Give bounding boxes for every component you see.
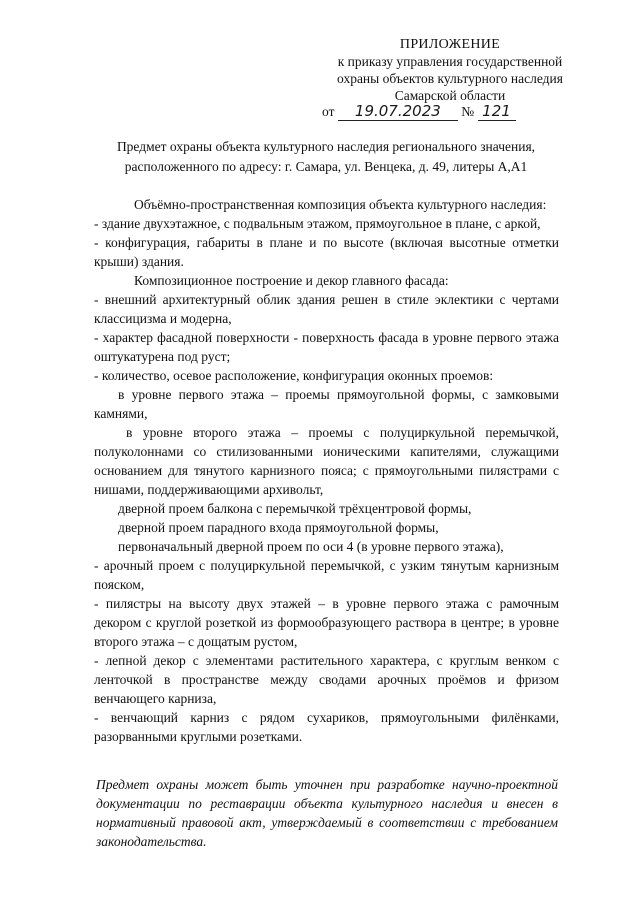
appendix-title: ПРИЛОЖЕНИЕ [399, 37, 501, 52]
paragraph-pilasters: - пилястры на высоту двух этажей – в уровне первого этажа с рамочным декором с круглой розеткой из формообразующего раствора в центре; в уровне второго этажа – с дощатым рустом, [94, 596, 559, 649]
paragraph-style: - внешний архитектурный облик здания решен в стиле эклектики с чертами классицизма и модерна, [94, 292, 559, 326]
order-number: 121 [482, 102, 511, 120]
paragraph-building: - здание двухэтажное, с подвальным этажом, прямоугольное в плане, с аркой, [94, 216, 541, 231]
paragraph-entrance-door: дверной проем парадного входа прямоугольной формы, [118, 520, 439, 535]
paragraph-surface: - характер фасадной поверхности - поверхность фасада в уровне первого этажа оштукатурена под руст; [94, 330, 559, 364]
paragraph-stucco: - лепной декор с элементами растительного характера, с круглым венком с ленточкой в пространстве между сводами арочных проёмов и фризом венчающего карниза, [94, 653, 559, 706]
paragraph-balcony-door: дверной проем балкона с перемычкой трёхцентровой формы, [118, 501, 472, 516]
paragraph-facade-heading: Композиционное построение и декор главного фасада: [134, 273, 449, 288]
document-body [94, 195, 559, 746]
from-label: от [322, 104, 335, 119]
appendix-line-1: к приказу управления государственной [337, 54, 563, 69]
paragraph-cornice: - венчающий карниз с рядом сухариков, прямоугольными филёнками, разорванными круглыми розетками. [94, 710, 559, 744]
order-date: 19.07.2023 [354, 102, 441, 120]
paragraph-volume-heading: Объёмно-пространственная композиция объекта культурного наследия: [134, 197, 547, 212]
order-date-number-line [322, 102, 516, 121]
closing-note: Предмет охраны может быть уточнен при разработке научно-проектной документации по реставрации объекта культурного наследия и внесен в нормативный правовой акт, утверждаемый в соответствии с требованием законодательства. [96, 777, 558, 849]
paragraph-arch: - арочный проем с полуциркульной перемычкой, с узким тянутым карнизным пояском, [94, 558, 559, 592]
paragraph-second-floor: в уровне второго этажа – проемы с полуциркульной перемычкой, полуколоннами со стилизованными ионическими капителями, служащими основанием для тянутого карнизного пояса; с прямоугольными пилястрами с нишами, поддерживающими архивольт, [94, 425, 559, 497]
paragraph-first-floor: в уровне первого этажа – проемы прямоугольной формы, с замковыми камнями, [94, 387, 559, 421]
appendix-line-3: Самарской области [394, 88, 506, 103]
number-label: № [461, 104, 475, 119]
appendix-header [300, 36, 600, 104]
paragraph-openings: - количество, осевое расположение, конфигурация оконных проемов: [94, 368, 494, 383]
protection-subject-title: Предмет охраны объекта культурного наследия регионального значения, расположенного по адресу: г. Самара, ул. Венцека, д. 49, литеры А,А1 [116, 139, 536, 174]
appendix-line-2: охраны объектов культурного наследия [337, 71, 563, 86]
paragraph-configuration: - конфигурация, габариты в плане и по высоте (включая высотные отметки крыши) здания. [94, 235, 559, 269]
paragraph-original-door: первоначальный дверной проем по оси 4 (в уровне первого этажа), [118, 539, 504, 554]
